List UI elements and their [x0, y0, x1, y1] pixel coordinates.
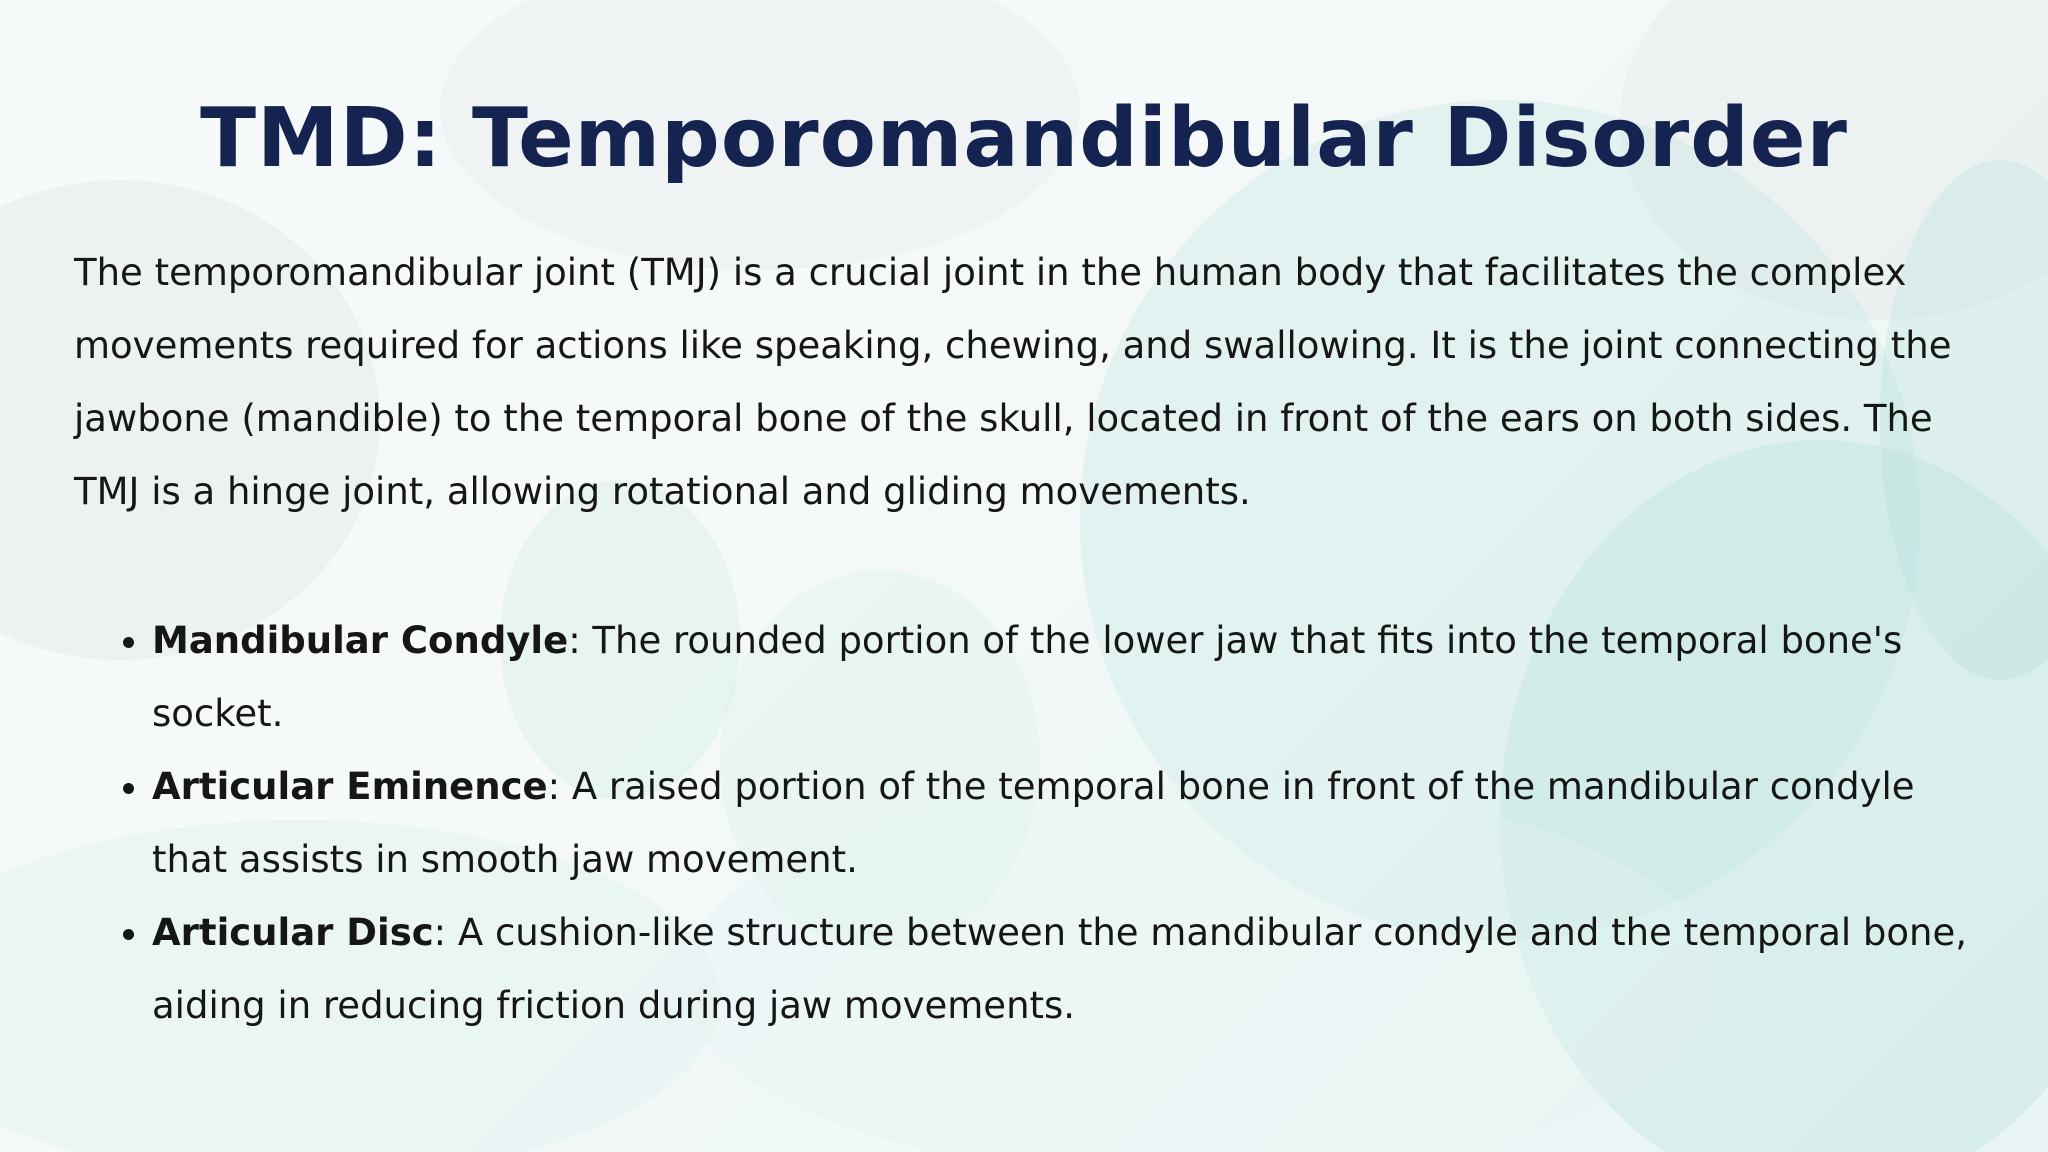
- list-item: [152, 604, 1982, 750]
- bullet-term: Articular Disc: [152, 911, 434, 954]
- list-item: [152, 750, 1982, 896]
- joint-components-list: [116, 604, 1982, 1042]
- intro-paragraph: The temporomandibular joint (TMJ) is a crucial joint in the human body that facilitates the complex movements required for actions like speaking, chewing, and swallowing. It is the joint connecting the jawbone (mandible) to the temporal bone of the skull, located in front of the ears on both sides. The TMJ is a hinge joint, allowing rotational and gliding movements.: [74, 251, 1952, 513]
- bullet-term: Articular Eminence: [152, 765, 548, 808]
- list-item: [152, 896, 1982, 1042]
- bullet-description: : A raised portion of the temporal bone in front of the mandibular condyle that assists in smooth jaw movement.: [152, 765, 1915, 881]
- slide-title: TMD: Temporomandibular Disorder: [200, 91, 1848, 186]
- bullet-description: : A cushion-like structure between the mandibular condyle and the temporal bone, aiding in reducing friction during jaw movements.: [152, 911, 1968, 1027]
- bullet-description: : The rounded portion of the lower jaw that fits into the temporal bone's socket.: [152, 619, 1903, 735]
- bullet-term: Mandibular Condyle: [152, 619, 569, 662]
